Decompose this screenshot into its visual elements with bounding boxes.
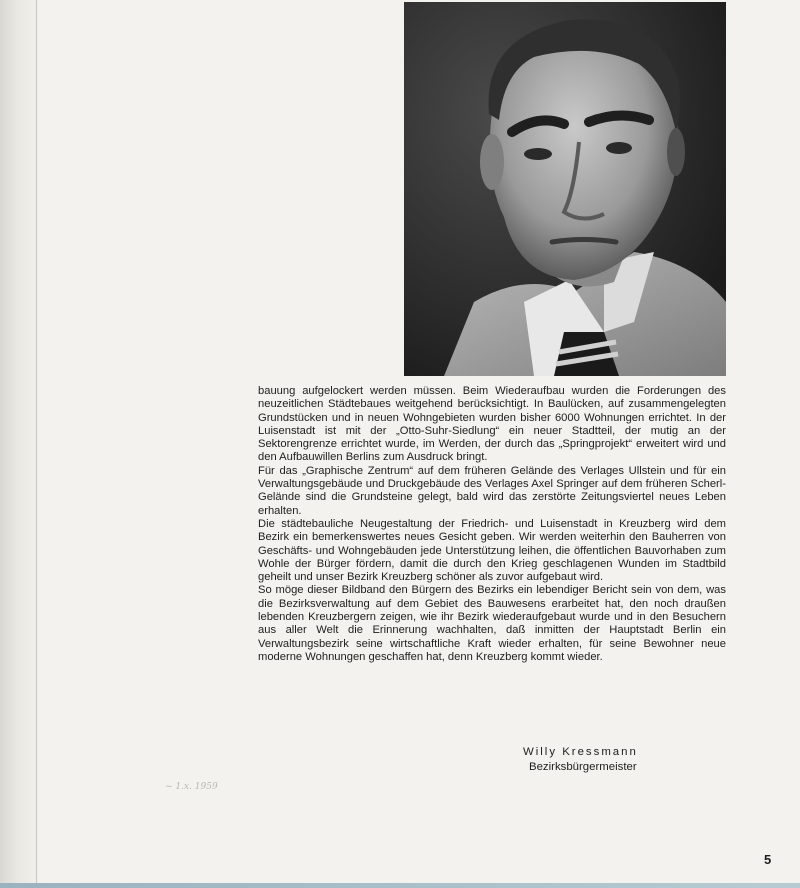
pencil-margin-note: ~ 1.x. 1959 bbox=[165, 782, 218, 792]
signature-name: Willy Kressmann bbox=[523, 746, 638, 758]
paragraph: So möge dieser Bildband den Bürgern des Bezirks ein lebendiger Bericht sein von dem, was die Bezirksverwaltung auf dem Gebiet des Bauwesens erarbeitet hat, den noch draußen lebenden Kreuzbergern zeigen, wie ihr Bezirk wiederaufgebaut wurde und in den Besuchern aus aller Welt die Erinnerung wachhalten, daß inmitten der Hauptstadt Berlin ein Verwaltungsbezirk seine wirtschaftliche Kraft wieder erhalten, für seine Bewohner neue moderne Wohnungen geschaffen hat, denn Kreuzberg kommt wieder. bbox=[258, 584, 726, 663]
body-text bbox=[258, 385, 726, 664]
signature-title: Bezirksbürgermeister bbox=[529, 761, 637, 773]
portrait-illustration bbox=[404, 2, 726, 376]
portrait-photo bbox=[404, 2, 726, 376]
gutter-edge bbox=[36, 0, 37, 888]
paragraph: Für das „Graphische Zentrum“ auf dem früheren Gelände des Verlages Ullstein und für ein Verwaltungsgebäude und Druckgebäude des Verlages Axel Springer auf dem früheren Scherl-Gelände sind die Grundsteine gelegt, bald wird das zerstörte Zeitungsviertel neues Leben erhalten. bbox=[258, 464, 726, 517]
page-number: 5 bbox=[764, 852, 772, 867]
bottom-edge bbox=[0, 883, 800, 888]
signature-block bbox=[523, 745, 638, 775]
paragraph: bauung aufgelockert werden müssen. Beim Wiederaufbau wurden die Forderungen des neuzeitlichen Städtebaues weitgehend berücksichtigt. In Baulücken, auf zusammengelegten Grundstücken und in neuen Wohngebieten wurden bisher 6000 Wohnungen errichtet. In der Luisenstadt ist mit der „Otto-Suhr-Siedlung“ ein neuer Stadtteil, der mutig an der Sektorengrenze errichtet wurde, im Werden, der durch das „Springprojekt“ erweitert wird und den Aufbauwillen Berlins zum Ausdruck bringt. bbox=[258, 385, 726, 464]
book-gutter bbox=[0, 0, 38, 888]
paragraph: Die städtebauliche Neugestaltung der Friedrich- und Luisenstadt in Kreuzberg wird dem Bezirk ein bemerkenswertes neues Gesicht geben. Wir werden weiterhin den Bauherren von Geschäfts- und Wohngebäuden jede Unterstützung leihen, die öffentlichen Bauvorhaben zum Wohle der Bürger fördern, damit die durch den Krieg geschlagenen Wunden im Stadtbild geheilt und unser Bezirk Kreuzberg schöner als zuvor aufgebaut wird. bbox=[258, 517, 726, 584]
